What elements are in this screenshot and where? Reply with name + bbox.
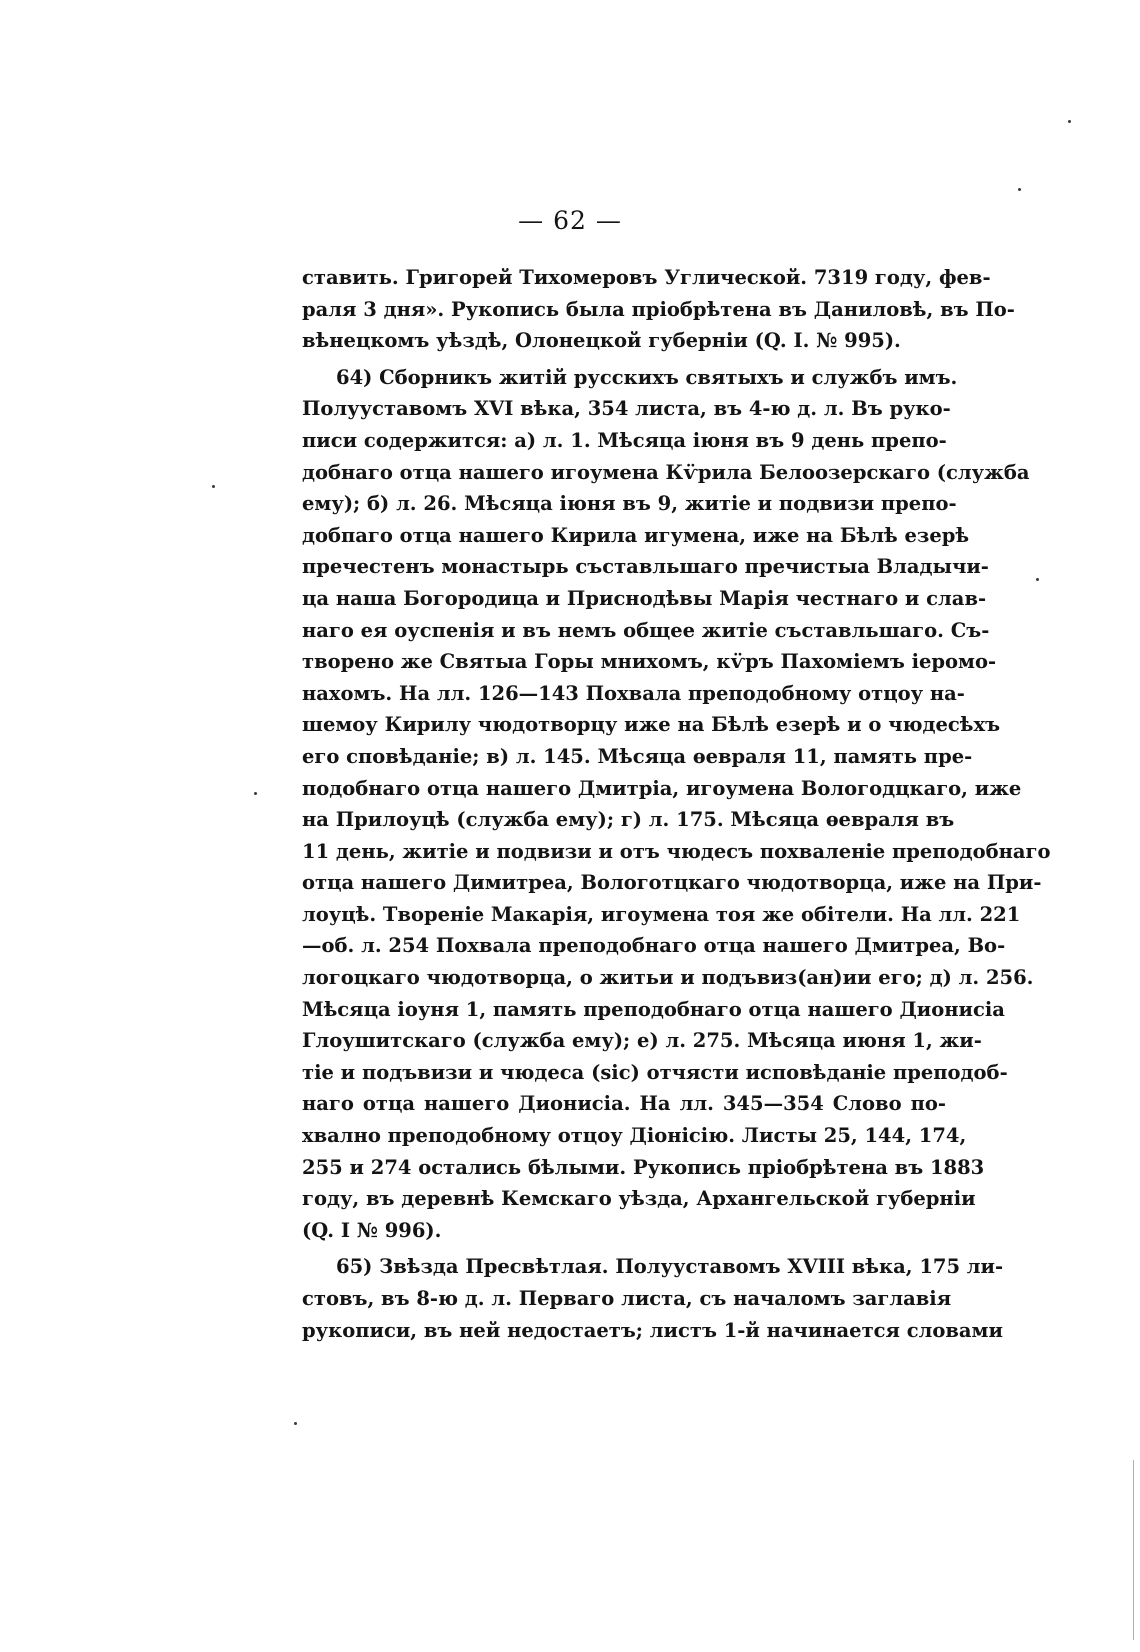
text-line: раля 3 дня». Рукопись была пріобрѣтена въ Даниловѣ, въ По- — [302, 297, 1015, 321]
paragraph-entry-64 — [302, 362, 1051, 1247]
text-line: 65) Звѣзда Пресвѣтлая. Полууставомъ XVIII вѣка, 175 ли- — [336, 1255, 1004, 1279]
text-line: вѣнецкомъ уѣздѣ, Олонецкой губерніи (Q. I. № 995). — [302, 329, 901, 353]
text-line: 11 день, житіе и подвизи и отъ чюдесъ похваленіе преподобнаго — [302, 839, 1051, 863]
text-line: ставить. Григорей Тихомеровъ Углической. 7319 году, фев- — [302, 266, 991, 289]
paragraph-entry-65 — [302, 1251, 1004, 1346]
text-line: стовъ, въ 8-ю д. л. Перваго листа, съ началомъ заглавія — [302, 1287, 952, 1310]
text-line: шемоу Кирилу чюдотворцу иже на Бѣлѣ езерѣ и о чюдесѣхъ — [302, 713, 1001, 737]
text-line: году, въ деревнѣ Кемскаго уѣзда, Архангельской губерніи — [302, 1187, 976, 1211]
text-line: хвално преподобному отцоу Діонісію. Листы 25, 144, 174, — [302, 1124, 967, 1148]
text-line: подобнаго отца нашего Дмитріа, игоумена Вологодцкаго, иже — [302, 776, 1022, 800]
text-line: его сповѣданіе; в) л. 145. Мѣсяца ѳевраля 11, память пре- — [302, 744, 973, 768]
text-line: отца нашего Димитреа, Вологотцкаго чюдотворца, иже на При- — [302, 871, 1042, 895]
text-line: наго ея оуспенія и въ немъ общее житіе съставльшаго. Съ- — [302, 618, 990, 642]
scan-speck — [1068, 120, 1071, 123]
text-line: 64) Сборникъ житій русскихъ святыхъ и службъ имъ. — [336, 365, 958, 389]
text-line: Глоушитскаго (служба ему); е) л. 275. Мѣсяца июня 1, жи- — [302, 1029, 982, 1053]
text-line: наго отца нашего Дионисіа. На лл. 345—354 Слово по- — [302, 1092, 946, 1116]
text-line: писи содержится: а) л. 1. Мѣсяца іюня въ 9 день препо- — [302, 428, 947, 452]
scan-speck — [212, 485, 215, 488]
scan-speck — [294, 1422, 297, 1425]
text-line: лоуцѣ. Твореніе Макарія, игоумена тоя же обітели. На лл. 221 — [302, 902, 1021, 926]
text-line: (Q. I № 996). — [302, 1218, 442, 1242]
text-line: добнаго отца нашего игоумена Кѵ̈рила Белоозерскаго (служба — [302, 460, 1030, 484]
text-line: —об. л. 254 Похвала преподобнаго отца нашего Дмитреа, Во- — [302, 934, 1006, 958]
text-line: рукописи, въ ней недостаетъ; листъ 1-й начинается словами — [302, 1318, 1003, 1342]
text-line: на Прилоуцѣ (служба ему); г) л. 175. Мѣсяца ѳевраля въ — [302, 808, 955, 832]
text-line: добпаго отца нашего Кирила игумена, иже на Бѣлѣ езерѣ — [302, 523, 970, 547]
text-line: творено же Святыа Горы мнихомъ, кѵ̈ръ Пахоміемъ іеромо- — [302, 650, 997, 674]
paragraph-continuation — [302, 262, 1015, 357]
text-line: логоцкаго чюдотворца, о житьи и подъвиз(ан)ии его; д) л. 256. — [302, 966, 1034, 990]
scan-speck — [254, 792, 257, 795]
text-line: Мѣсяца іоуня 1, память преподобнаго отца нашего Дионисіа — [302, 997, 1005, 1021]
text-line: ему); б) л. 26. Мѣсяца іюня въ 9, житіе и подвизи препо- — [302, 492, 957, 516]
scan-speck — [1018, 188, 1021, 191]
page-number: — 62 — — [518, 206, 622, 235]
text-line: тіе и подъвизи и чюдеса (sic) отчясти исповѣданіе преподоб- — [302, 1060, 1008, 1084]
text-line: Полууставомъ XVI вѣка, 354 листа, въ 4-ю д. л. Въ руко- — [302, 397, 951, 421]
text-line: 255 и 274 остались бѣлыми. Рукопись пріобрѣтена въ 1883 — [302, 1155, 985, 1179]
body-text — [302, 262, 1051, 1346]
text-line: нахомъ. На лл. 126—143 Похвала преподобному отцоу на- — [302, 681, 965, 705]
text-line: ца наша Богородица и Приснодѣвы Марія честнаго и слав- — [302, 586, 987, 610]
text-line: пречестенъ монастырь съставльшаго пречистыа Владычи- — [302, 555, 989, 579]
scan-edge-line — [1133, 1460, 1134, 1640]
scan-speck — [1036, 578, 1039, 581]
